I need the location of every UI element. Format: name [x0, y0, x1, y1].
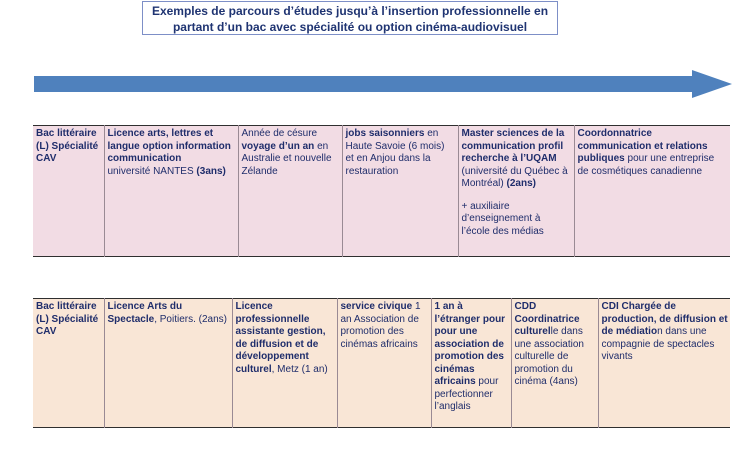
- step-licence: Licence arts, lettres et langue option information communication université NANTES (3ans): [104, 126, 238, 257]
- table-row: [33, 299, 730, 428]
- step-master-extra: + auxiliaire d’enseignement à l’école des médias: [461, 200, 544, 237]
- step-licence: Licence Arts du Spectacle, Poitiers. (2ans): [104, 299, 232, 428]
- career-path-2: [33, 298, 730, 428]
- table-row: [33, 126, 730, 257]
- career-path-1: [33, 125, 730, 257]
- step-job: Coordonnatrice communication et relations publiques pour une entreprise de cosmétiques canadienne: [574, 126, 730, 257]
- title-line-2: partant d’un bac avec spécialité ou option cinéma-audiovisuel: [172, 20, 528, 34]
- step-seasonal-jobs: jobs saisonniers en Haute Savoie (6 mois) et en Anjou dans la restauration: [342, 126, 458, 257]
- title-line-1: Exemples de parcours d’études jusqu’à l’insertion professionnelle en: [151, 4, 549, 18]
- timeline-arrow: [34, 70, 732, 100]
- step-cdd: CDD Coordinatrice culturelle dans une association culturelle de promotion du cinéma (4ans): [511, 299, 598, 428]
- step-gap-year: Année de césure voyage d’un an en Australie et nouvelle Zélande: [238, 126, 342, 257]
- step-master: Master sciences de la communication profil recherche à l’UQAM (université du Québec à Montréal) (2ans) + auxiliaire d’enseignement à l’école des médias: [458, 126, 574, 257]
- step-bac: Bac littéraire (L) Spécialité CAV: [36, 128, 99, 164]
- step-licence-pro: Licence professionnelle assistante gestion, de diffusion et de développement culturel, Metz (1 an): [232, 299, 337, 428]
- step-civic-service: service civique 1 an Association de promotion des cinémas africains: [337, 299, 431, 428]
- arrow-shape: [34, 70, 732, 98]
- step-abroad: 1 an à l’étranger pour pour une association de promotion des cinémas africains pour perfectionner l’anglais: [431, 299, 511, 428]
- step-bac: Bac littéraire (L) Spécialité CAV: [36, 301, 99, 337]
- title-box: [142, 1, 558, 35]
- step-cdi: CDI Chargée de production, de diffusion et de médiation dans une compagnie de spectacles vivants: [598, 299, 730, 428]
